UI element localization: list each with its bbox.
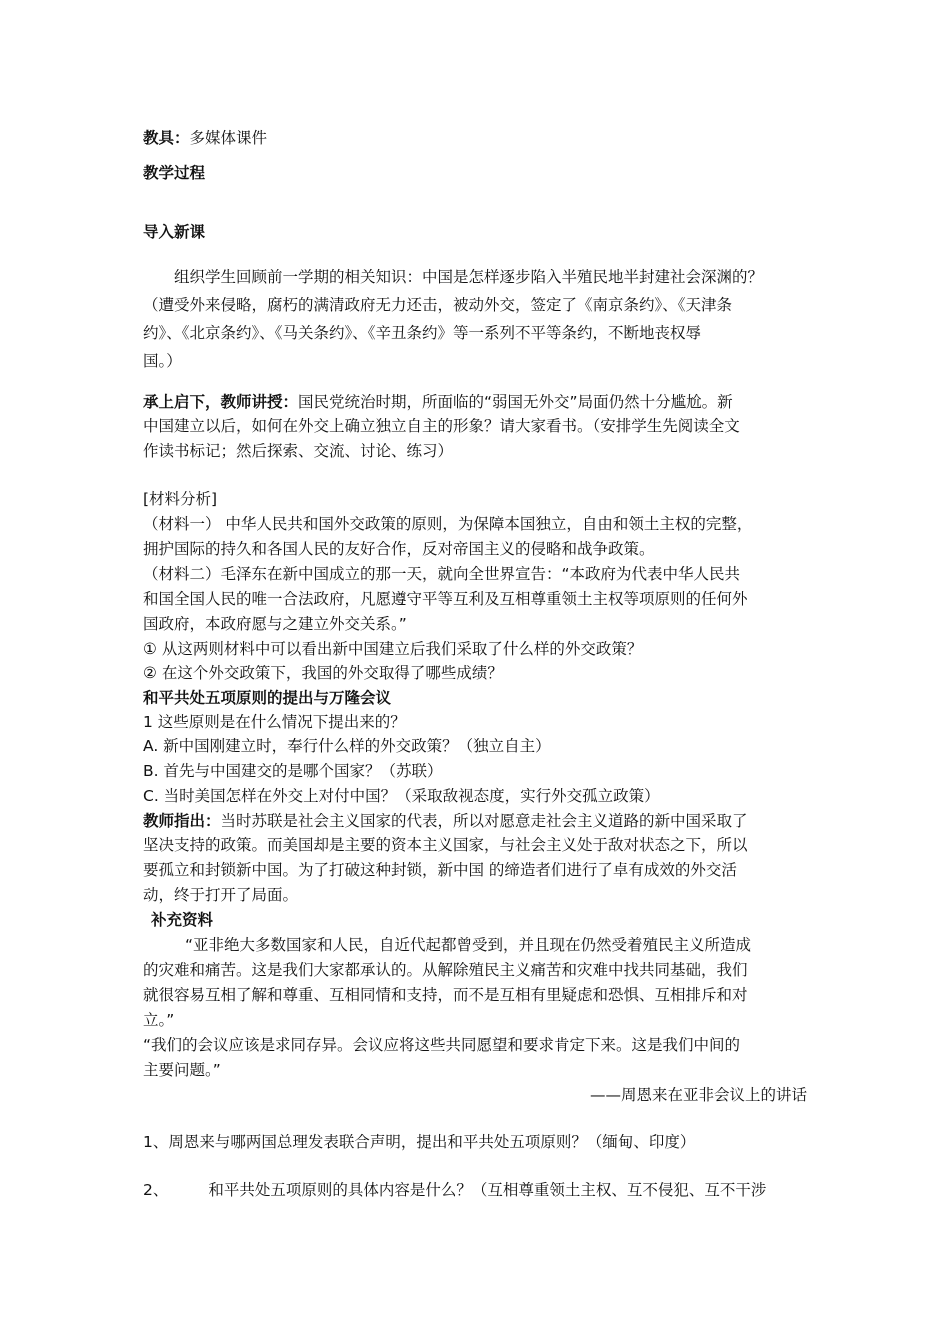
material-line: 国政府，本政府愿与之建立外交关系。”	[143, 615, 407, 633]
final-question-number: 2、	[143, 1181, 169, 1199]
material-line: 拥护国际的持久和各国人民的友好合作，反对帝国主义的侵略和战争政策。	[143, 540, 655, 558]
teacher-label: 教师指出：	[143, 812, 221, 830]
transition-line: 中国建立以后，如何在外交上确立独立自主的形象？请大家看书。（安排学生先阅读全文	[143, 417, 740, 435]
final-question: 1、周恩来与哪两国总理发表联合声明，提出和平共处五项原则？（缅甸、印度）	[143, 1133, 696, 1151]
teacher-line	[143, 809, 807, 833]
intro-heading: 导入新课	[143, 223, 206, 241]
question-item: A. 新中国刚建立时，奉行什么样的外交政策？（独立自主）	[143, 737, 551, 755]
transition-line: 作读书标记；然后探索、交流、讨论、练习）	[143, 442, 454, 460]
material-line: （材料二）毛泽东在新中国成立的那一天，就向全世界宣告：“本政府为代表中华人民共	[143, 565, 741, 583]
material-line: （材料一） 中华人民共和国外交政策的原则，为保障本国独立，自由和领土主权的完整，	[143, 515, 753, 533]
transition-label: 承上启下，教师讲授：	[143, 393, 299, 411]
quote-source: ——周恩来在亚非会议上的讲话	[589, 1086, 807, 1104]
supplement-line: 的灾难和痛苦。这是我们大家都承认的。从解除殖民主义痛苦和灾难中找共同基础，我们	[143, 961, 748, 979]
question-item: B. 首先与中国建交的是哪个国家？（苏联）	[143, 762, 443, 780]
supplement-line: “亚非绝大多数国家和人民，自近代起都曾受到，并且现在仍然受着殖民主义所造成	[185, 936, 752, 954]
transition-line	[143, 390, 807, 414]
question-item: C. 当时美国怎样在外交上对付中国？（采取敌视态度，实行外交孤立政策）	[143, 787, 660, 805]
final-question-text: 和平共处五项原则的具体内容是什么？（互相尊重领土主权、互不侵犯、互不干涉	[208, 1181, 767, 1199]
tools-text: 多媒体课件	[189, 129, 268, 147]
material-question: ① 从这两则材料中可以看出新中国建立后我们采取了什么样的外交政策？	[143, 640, 643, 658]
intro-line: （遭受外来侵略，腐朽的满清政府无力还击，被动外交，签定了《南京条约》、《天津条	[143, 296, 733, 314]
teacher-line: 动，终于打开了局面。	[143, 886, 299, 904]
intro-line: 组织学生回顾前一学期的相关知识：中国是怎样逐步陷入半殖民地半封建社会深渊的？	[174, 268, 764, 286]
teacher-text: 当时苏联是社会主义国家的代表，所以对愿意走社会主义道路的新中国采取了	[220, 812, 748, 830]
material-question: ② 在这个外交政策下，我国的外交取得了哪些成绩？	[143, 664, 503, 682]
transition-text: 国民党统治时期，所面临的“弱国无外交”局面仍然十分尴尬。新	[298, 393, 733, 411]
supplement-heading: 补充资料	[151, 911, 214, 929]
supplement-line: 就很容易互相了解和尊重、互相同情和支持，而不是互相有里疑虑和恐惧、互相排斥和对	[143, 986, 748, 1004]
question-item: 1 这些原则是在什么情况下提出来的？	[143, 713, 406, 731]
tools-line	[143, 126, 807, 150]
material-line: 和国全国人民的唯一合法政府，凡愿遵守平等互利及互相尊重领土主权等项原则的任何外	[143, 590, 748, 608]
tools-label: 教具：	[143, 129, 190, 147]
final-question	[143, 1178, 807, 1202]
intro-line: 约》、《北京条约》、《马关条约》、《辛丑条约》等一系列不平等条约，不断地丧权辱	[143, 324, 702, 342]
process-heading: 教学过程	[143, 164, 206, 182]
supplement-line: 主要问题。”	[143, 1061, 221, 1079]
intro-line: 国。）	[143, 352, 182, 370]
supplement-line: 立。”	[143, 1011, 175, 1029]
material-heading: [材料分析]	[143, 490, 218, 508]
supplement-line: “我们的会议应该是求同存异。会议应将这些共同愿望和要求肯定下来。这是我们中间的	[143, 1036, 741, 1054]
teacher-line: 要孤立和封锁新中国。为了打破这种封锁，新中国 的缔造者们进行了卓有成效的外交活	[143, 861, 737, 879]
teacher-line: 坚决支持的政策。而美国却是主要的资本主义国家，与社会主义处于敌对状态之下，所以	[143, 836, 748, 854]
section-heading: 和平共处五项原则的提出与万隆会议	[143, 689, 392, 707]
